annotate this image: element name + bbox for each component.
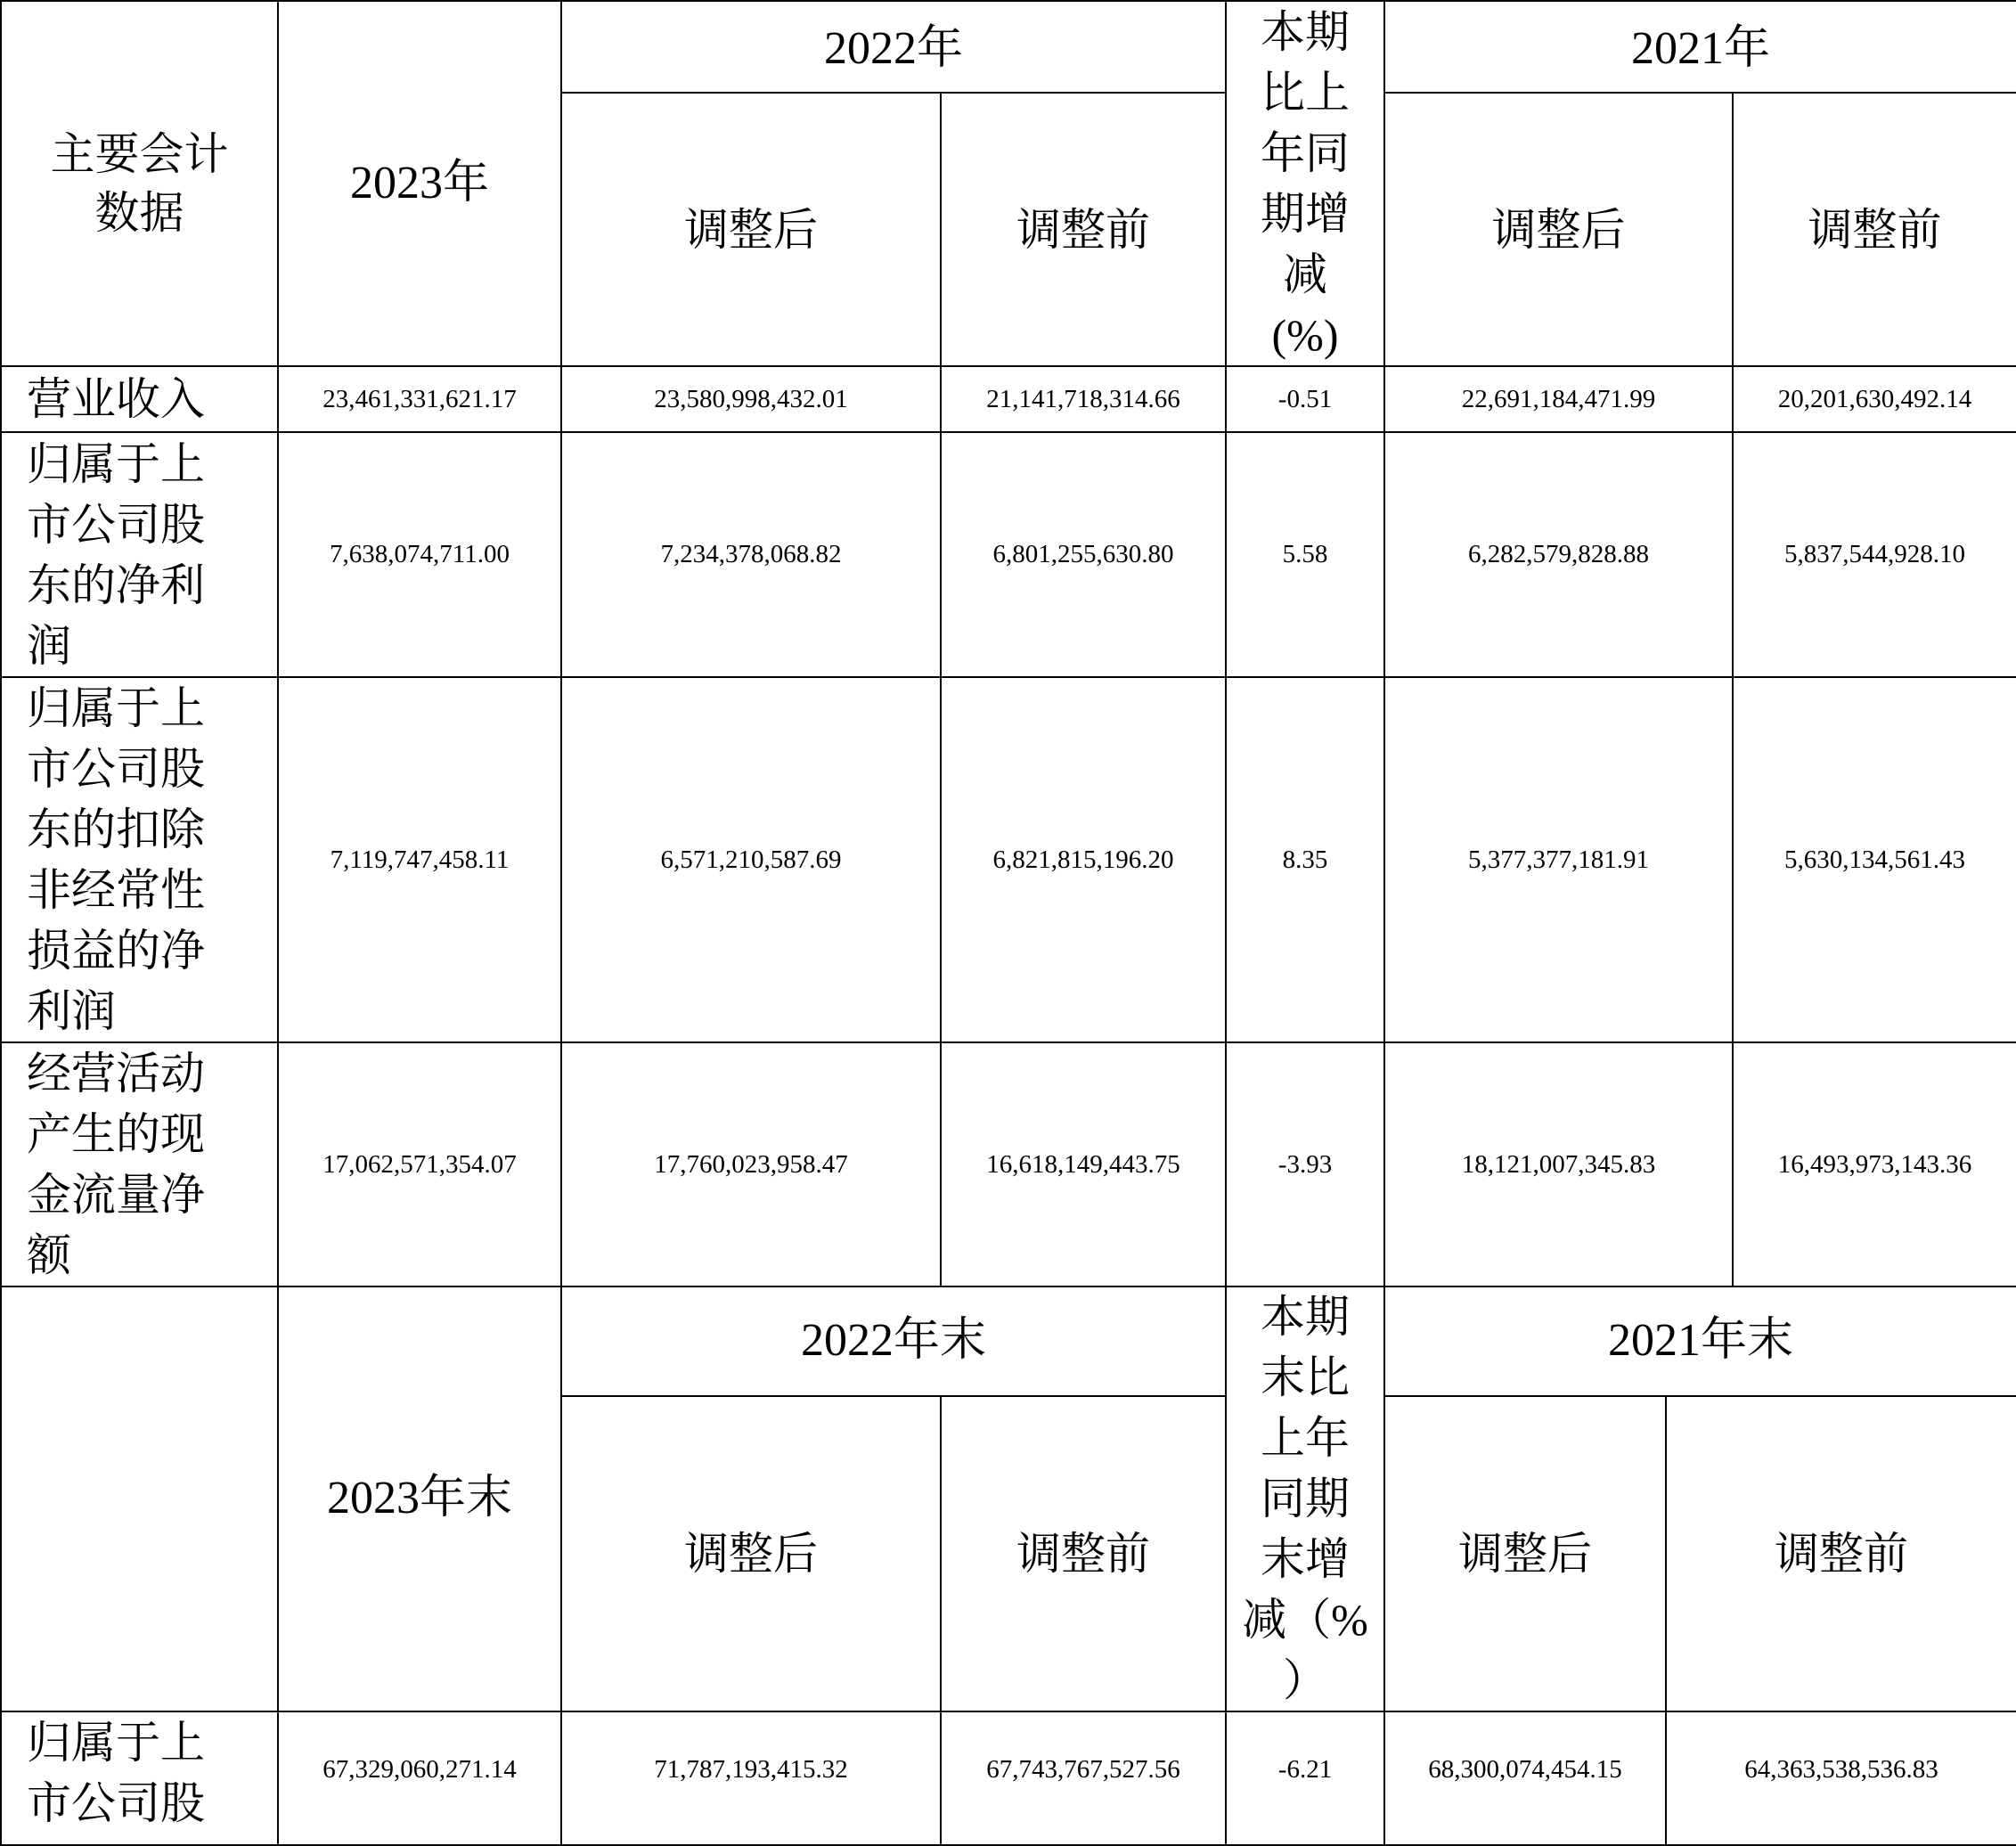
- header-label: 主要会计数据: [50, 129, 229, 238]
- table-row: [1, 677, 2016, 1042]
- header-main-accounting-data: [1, 1, 278, 366]
- header-year-2022-end: 2022年末: [561, 1286, 1226, 1396]
- cell-value: -0.51: [1226, 366, 1384, 432]
- table-row: [1, 432, 2016, 677]
- header-change-percent-end: 本期 末比 上年 同期 末增 减（% ）: [1226, 1286, 1384, 1711]
- cell-value: 5,837,544,928.10: [1733, 432, 2016, 677]
- cell-value: 16,618,149,443.75: [941, 1042, 1226, 1286]
- table-row: [1, 1711, 2016, 1845]
- cell-value: 68,300,074,454.15: [1384, 1711, 1666, 1845]
- header-2021-end-adjusted-after: 调整后: [1384, 1396, 1666, 1711]
- header-2022-adjusted-before: 调整前: [941, 93, 1226, 366]
- cell-value: 6,801,255,630.80: [941, 432, 1226, 677]
- header-year-2023-end: 2023年末: [278, 1286, 561, 1711]
- row-label: 营业收入: [1, 366, 278, 432]
- cell-value: 67,329,060,271.14: [278, 1711, 561, 1845]
- header-year-2022: 2022年: [561, 1, 1226, 93]
- row-label: 归属于上 市公司股 东的扣除 非经常性 损益的净 利润: [1, 677, 278, 1042]
- row-label: 归属于上 市公司股 东的净利 润: [1, 432, 278, 677]
- cell-value: 67,743,767,527.56: [941, 1711, 1226, 1845]
- header-year-2023: 2023年: [278, 1, 561, 366]
- cell-value: 64,363,538,536.83: [1666, 1711, 2016, 1845]
- header-blank-label: [1, 1286, 278, 1711]
- cell-value: 21,141,718,314.66: [941, 366, 1226, 432]
- cell-value: 5,377,377,181.91: [1384, 677, 1733, 1042]
- cell-value: 6,282,579,828.88: [1384, 432, 1733, 677]
- row-label: 经营活动 产生的现 金流量净 额: [1, 1042, 278, 1286]
- table-row: [1, 366, 2016, 432]
- header-2021-end-adjusted-before: 调整前: [1666, 1396, 2016, 1711]
- cell-value: 23,580,998,432.01: [561, 366, 941, 432]
- header-year-2021: 2021年: [1384, 1, 2016, 93]
- cell-value: -6.21: [1226, 1711, 1384, 1845]
- cell-value: 7,234,378,068.82: [561, 432, 941, 677]
- cell-value: 17,062,571,354.07: [278, 1042, 561, 1286]
- header-2022-end-adjusted-before: 调整前: [941, 1396, 1226, 1711]
- header-2022-adjusted-after: 调整后: [561, 93, 941, 366]
- cell-value: 7,638,074,711.00: [278, 432, 561, 677]
- cell-value: 6,571,210,587.69: [561, 677, 941, 1042]
- row-label: 归属于上 市公司股: [1, 1711, 278, 1845]
- cell-value: 16,493,973,143.36: [1733, 1042, 2016, 1286]
- cell-value: 22,691,184,471.99: [1384, 366, 1733, 432]
- header-2022-end-adjusted-after: 调整后: [561, 1396, 941, 1711]
- table-row: [1, 1042, 2016, 1286]
- cell-value: 6,821,815,196.20: [941, 677, 1226, 1042]
- cell-value: 5.58: [1226, 432, 1384, 677]
- cell-value: 18,121,007,345.83: [1384, 1042, 1733, 1286]
- cell-value: 5,630,134,561.43: [1733, 677, 2016, 1042]
- header-2021-adjusted-after: 调整后: [1384, 93, 1733, 366]
- cell-value: 20,201,630,492.14: [1733, 366, 2016, 432]
- balance-data-table: [0, 1286, 2016, 1846]
- cell-value: 8.35: [1226, 677, 1384, 1042]
- header-change-percent: 本期 比上 年同 期增 减 (%): [1226, 1, 1384, 366]
- cell-value: 17,760,023,958.47: [561, 1042, 941, 1286]
- cell-value: 71,787,193,415.32: [561, 1711, 941, 1845]
- header-2021-adjusted-before: 调整前: [1733, 93, 2016, 366]
- header-year-2021-end: 2021年末: [1384, 1286, 2016, 1396]
- cell-value: -3.93: [1226, 1042, 1384, 1286]
- cell-value: 23,461,331,621.17: [278, 366, 561, 432]
- cell-value: 7,119,747,458.11: [278, 677, 561, 1042]
